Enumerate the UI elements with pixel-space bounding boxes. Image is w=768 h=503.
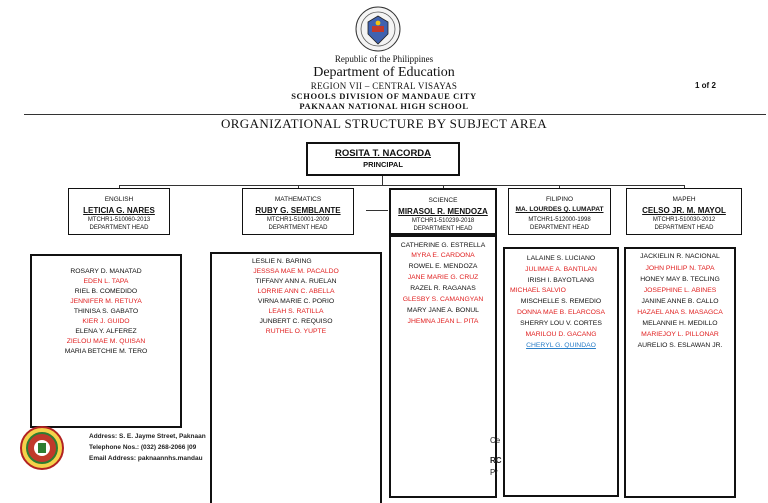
member-name: THINISA S. GABATO — [73, 308, 139, 315]
member-name: MARIA BETCHIE M. TERO — [64, 348, 148, 355]
member-name: JUNBERT C. REQUISO — [259, 318, 333, 325]
principal-role: PRINCIPAL — [363, 160, 403, 169]
member-box-math — [210, 252, 382, 503]
member-name: KIER J. GUIDO — [82, 318, 130, 325]
footer-fragment: RC — [490, 456, 502, 465]
connector-horizontal — [119, 185, 685, 186]
head-role: DEPARTMENT HEAD — [268, 225, 328, 231]
member-name: MELANNIE H. MEDILLO — [642, 320, 718, 327]
member-name: MARY JANE A. BONUL — [407, 307, 479, 314]
member-name: GLESBY S. CAMANGYAN — [402, 296, 484, 303]
head-name: MIRASOL R. MENDOZA — [398, 207, 488, 216]
member-box-filipino — [503, 247, 619, 497]
connector-principal — [382, 176, 383, 185]
member-name: JANINE ANNE B. CALLO — [641, 298, 719, 305]
footer-fragment: Ce — [490, 436, 501, 445]
head-role: DEPARTMENT HEAD — [89, 225, 149, 231]
footer-address: Address: S. E. Jayme Street, Paknaan — [89, 433, 206, 440]
department-head-mapeh — [626, 188, 742, 235]
member-name: VIRNA MARIE C. PORIO — [257, 298, 335, 305]
head-code: MTCHR1-510060-2013 — [87, 217, 151, 223]
member-name: ELENA Y. ALFEREZ — [75, 328, 137, 335]
member-box-mapeh — [624, 247, 736, 498]
deped-seal-icon — [355, 6, 401, 52]
school-name: PAKNAAN NATIONAL HIGH SCHOOL — [299, 101, 469, 111]
subject-label: FILIPINO — [545, 196, 574, 203]
subject-label: MATHEMATICS — [274, 196, 322, 203]
head-role: DEPARTMENT HEAD — [529, 225, 589, 231]
subject-label: MAPEH — [672, 196, 696, 203]
member-name: MARIEJOY L. PILLONAR — [641, 331, 719, 338]
member-name: RAZEL R. RAGANAS — [410, 285, 476, 292]
member-name: ROSARY D. MANATAD — [70, 268, 142, 275]
member-name: JANE MARIE G. CRUZ — [407, 274, 479, 281]
footer-fragment: Pr — [490, 468, 498, 477]
member-name: JHEMNA JEAN L. PITA — [407, 318, 479, 325]
head-name: CELSO JR. M. MAYOL — [642, 206, 726, 215]
head-code: MTCHR1-512000-1998 — [528, 217, 591, 223]
division-text: SCHOOLS DIVISION OF MANDAUE CITY — [291, 91, 477, 101]
member-name: MICHAEL SALVIO — [510, 287, 566, 294]
member-name: ZIELOU MAE M. QUISAN — [66, 338, 146, 345]
head-name: MA. LOURDES Q. LUMAPAT — [515, 206, 604, 213]
head-role: DEPARTMENT HEAD — [654, 225, 714, 231]
member-name: AURELIO S. ESLAWAN JR. — [637, 342, 723, 349]
member-name: HONEY MAY B. TECLING — [640, 276, 720, 283]
member-name: LALAINE S. LUCIANO — [526, 255, 596, 262]
member-name: LORRIE ANN C. ABELLA — [257, 288, 335, 295]
member-name: CATHERINE G. ESTRELLA — [400, 242, 486, 249]
head-name: LETICIA G. NARES — [83, 206, 155, 215]
member-name: DONNA MAE B. ELARCOSA — [516, 309, 605, 316]
subject-label: SCIENCE — [428, 197, 458, 204]
footer-email: Email Address: paknaannhs.mandau — [89, 455, 203, 462]
member-box-science — [389, 235, 497, 498]
member-name: MISCHELLE S. REMEDIO — [520, 298, 602, 305]
principal-name: ROSITA T. NACORDA — [334, 148, 432, 159]
department-head-math — [242, 188, 354, 235]
head-code: MTCHR1-510030-2012 — [652, 217, 716, 223]
member-name-link[interactable]: CHERYL G. QUINDAO — [526, 342, 596, 349]
subject-label: ENGLISH — [104, 196, 134, 203]
member-name: LESLIE N. BARING — [252, 258, 312, 265]
member-name: ROWEL E. MENDOZA — [408, 263, 478, 270]
member-box-english — [30, 254, 182, 428]
school-logo-icon — [20, 426, 64, 470]
republic-text: Republic of the Philippines — [334, 54, 434, 64]
member-name: JOSEPHINE L. ABINES — [643, 287, 717, 294]
head-name: RUBY G. SEMBLANTE — [255, 206, 341, 215]
page-number: 1 of 2 — [695, 81, 716, 90]
connector-side — [366, 210, 388, 211]
member-name: SHERRY LOU V. CORTES — [520, 320, 602, 327]
head-code: MTCHR1-510001-2009 — [266, 217, 330, 223]
department-name: Department of Education — [313, 65, 455, 80]
member-name: IRISH I. BAYOTLANG — [527, 277, 595, 284]
region-text: REGION VII – CENTRAL VISAYAS — [310, 81, 458, 91]
page-title: ORGANIZATIONAL STRUCTURE BY SUBJECT AREA — [220, 116, 548, 131]
head-role: DEPARTMENT HEAD — [413, 226, 473, 232]
member-name: MYRA E. CARDONA — [411, 252, 475, 259]
member-name: LEAH S. RATILLA — [268, 308, 324, 315]
footer-telephone: Telephone Nos.: (032) 268-2066 |09 — [89, 444, 197, 451]
member-name: HAZAEL ANA S. MASAGCA — [637, 309, 723, 316]
member-name: JOHN PHILIP N. TAPA — [645, 265, 715, 272]
head-code: MTCHR1-510239-2018 — [411, 218, 475, 224]
header-divider — [24, 114, 766, 115]
member-name: JESSSA MAE M. PACALDO — [253, 268, 339, 275]
member-name: TIFFANY ANN A. RUELAN — [255, 278, 337, 285]
department-head-filipino — [508, 188, 611, 235]
member-name: JULIMAE A. BANTILAN — [525, 266, 597, 273]
member-name: MARILOU D. GACANG — [525, 331, 597, 338]
member-name: EDEN L. TAPA — [83, 278, 129, 285]
member-name: JENNIFER M. RETUYA — [70, 298, 142, 305]
member-name: RUTHEL O. YUPTE — [265, 328, 327, 335]
member-name: RIEL B. COMEDIDO — [74, 288, 138, 295]
member-name: JACKIELIN R. NACIONAL — [640, 253, 720, 260]
department-head-english — [68, 188, 170, 235]
department-head-science — [389, 188, 497, 235]
